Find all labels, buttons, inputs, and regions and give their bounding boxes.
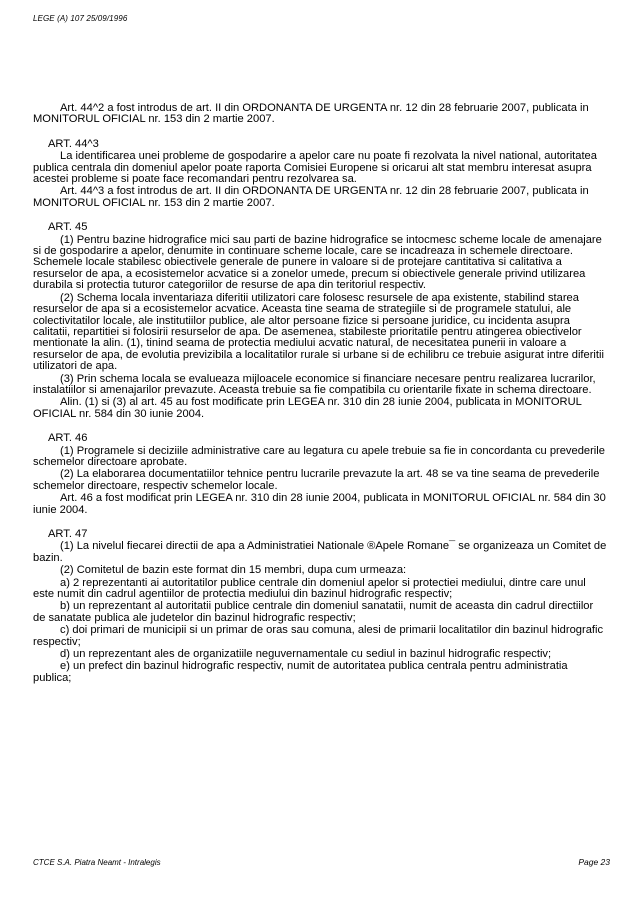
footer-source: CTCE S.A. Piatra Neamt - Intralegis	[33, 858, 161, 867]
list-item: e) un prefect din bazinul hidrografic respectiv, numit de autoritatea publica centrala pentru administratia publica;	[33, 660, 568, 684]
article-paragraph: (1) Pentru bazine hidrografice mici sau parti de bazine hidrografice se intocmesc scheme locale de amenajare si de gospodarire a apelor, denumite in continuare scheme locale, care se incadreaza in schemele directoare. Schemele locale stabilesc obiectivele generale de punere in valoare si de protejare cantitativa si calitativa a resurselor de apa, a ecosistemelor acvatice si a zonelor umede, precum si obiectivele generale privind utilizarea durabila si protectia tuturor categoriilor de resurse de apa din teritoriul respectiv.	[33, 233, 602, 292]
document-body	[33, 103, 608, 684]
article-paragraph: (2) Comitetul de bazin este format din 15 membri, dupa cum urmeaza:	[60, 564, 407, 577]
list-item: c) doi primari de municipii si un primar de oras sau comuna, alesi de primarii localitatilor din bazinul hidrografic respectiv;	[33, 624, 604, 648]
article-heading: ART. 46	[48, 432, 88, 445]
article-paragraph: (1) Programele si deciziile administrative care au legatura cu apele trebuie sa fie in concordanta cu prevederile schemelor directoare aprobate.	[33, 444, 605, 468]
article-paragraph: (2) Schema locala inventariaza diferitii utilizatori care folosesc resursele de apa existente, stabilind starea resurselor de apa si a ecosistemelor acvatice. Aceasta tine seama de strategiile si de programele statului, ale colectivitatilor locale, ale institutiilor publice, ale altor persoane fizice si persoane juridice, cu incidenta asupra calitatii, repartitiei si folosirii resurselor de apa. De asemenea, stabileste prioritatile pentru atingerea obiectivelor mentionate la alin. (1), tinind seama de protectia mediului acvatic natural, de necesitatea punerii in valoare a resurselor de apa, de evolutia previzibila a localitatilor rurale si urbane si de echilibru ce trebuie asigurat intre diferitii utilizatori de apa.	[33, 291, 604, 373]
amendment-note: Art. 46 a fost modificat prin LEGEA nr. 310 din 28 iunie 2004, publicata in MONITORUL OFICIAL nr. 584 din 30 iunie 2004.	[33, 492, 606, 516]
list-item: b) un reprezentant al autoritatii publice centrale din domeniul sanatatii, numit de aceasta din cadrul directiilor de sanatate publica ale judetelor din bazinul hidrografic respectiv;	[33, 600, 594, 624]
amendment-note: Alin. (1) si (3) al art. 45 au fost modificate prin LEGEA nr. 310 din 28 iunie 2004, publicata in MONITORUL OFICIAL nr. 584 din 30 iunie 2004.	[33, 396, 582, 420]
article-paragraph: (3) Prin schema locala se evalueaza mijloacele economice si financiare necesare pentru realizarea lucrarilor, instalatiilor si amenajarilor prevazute. Aceasta trebuie sa fie compatibila cu orientarile fixate in schema directoare.	[33, 372, 596, 396]
list-item: d) un reprezentant ales de organizatiile neguvernamentale cu sediul in bazinul hidrografic respectiv;	[60, 648, 552, 661]
page-footer	[33, 857, 610, 867]
article-paragraph: (2) La elaborarea documentatiilor tehnice pentru lucrarile prevazute la art. 48 se va tine seama de prevederile schemelor directoare, respectiv schemelor locale.	[33, 468, 600, 492]
amendment-note: Art. 44^2 a fost introdus de art. II din ORDONANTA DE URGENTA nr. 12 din 28 februarie 2007, publicata in MONITORUL OFICIAL nr. 153 din 2 martie 2007.	[33, 102, 589, 126]
article-heading: ART. 44^3	[48, 137, 99, 150]
amendment-note: Art. 44^3 a fost introdus de art. II din ORDONANTA DE URGENTA nr. 12 din 28 februarie 2007, publicata in MONITORUL OFICIAL nr. 153 din 2 martie 2007.	[33, 185, 589, 209]
article-paragraph: La identificarea unei probleme de gospodarire a apelor care nu poate fi rezolvata la nivel national, autoritatea publica centrala din domeniul apelor poate raporta Comisiei Europene si oricarui alt stat membru interesat asupra acestei probleme si poate face recomandari pentru rezolvarea sa.	[33, 150, 597, 186]
list-item: a) 2 reprezentanti ai autoritatilor publice centrale din domeniul apelor si protectiei mediului, dintre care unul este numit din cadrul agentiilor de protectia mediului din bazinul hidrografic respectiv;	[33, 576, 586, 601]
article-heading: ART. 47	[48, 528, 88, 540]
page-header: LEGE (A) 107 25/09/1996	[33, 14, 128, 23]
article-heading: ART. 45	[48, 221, 88, 234]
page-number: Page 23	[578, 857, 610, 867]
article-paragraph: (1) La nivelul fiecarei directii de apa a Administratiei Nationale ®Apele Romane¯ se organizeaza un Comitet de bazin.	[33, 540, 607, 564]
